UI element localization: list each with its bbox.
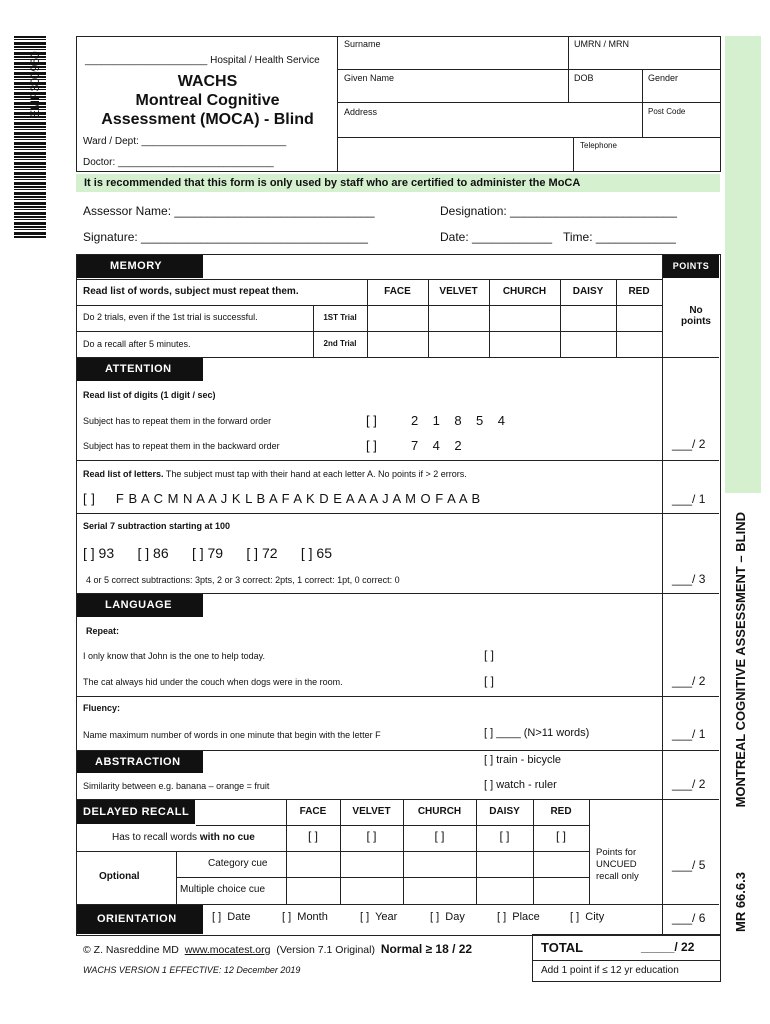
letters-instruction: Read list of letters. The subject must tap with their hand at each letter A. No points if > 2 errors. — [83, 469, 467, 479]
memory-instruction: Read list of words, subject must repeat them. — [83, 286, 299, 297]
abstraction-train-bicycle[interactable]: [ ] train - bicycle — [484, 754, 562, 766]
orientation-date[interactable]: [ ] Date — [212, 911, 251, 923]
points-header: POINTS — [663, 255, 719, 278]
assessor-name-field[interactable]: Assessor Name: ______________________________ — [83, 204, 375, 218]
orientation-month[interactable]: [ ] Month — [282, 911, 328, 923]
fluency-title: Fluency: — [83, 703, 121, 713]
total-box — [532, 934, 721, 982]
recall-word-church: CHURCH — [417, 806, 462, 817]
memory-recall-instruction: Do a recall after 5 minutes. — [83, 339, 191, 349]
recall-word-face: FACE — [299, 806, 327, 817]
memory-word-red: RED — [628, 286, 650, 297]
category-cue-label: Category cue — [208, 858, 268, 869]
post-code-field[interactable]: Post Code — [648, 107, 686, 116]
memory-word-daisy: DAISY — [572, 286, 604, 297]
address-field[interactable]: Address — [344, 107, 378, 117]
memory-word-church: CHURCH — [502, 286, 547, 297]
sentence1-checkbox[interactable]: [ ] — [484, 648, 495, 662]
memory-trial-instruction: Do 2 trials, even if the 1st trial is successful. — [83, 312, 258, 322]
serial7-scoring: 4 or 5 correct subtractions: 3pts, 2 or 3 correct: 2pts, 1 correct: 1pt, 0 correct: 0 — [86, 575, 400, 585]
delayed-recall-score[interactable]: ___/ 5 — [672, 858, 706, 872]
repeat-sentence-1: I only know that John is the one to help today. — [83, 651, 265, 661]
fluency-instruction: Name maximum number of words in one minute that begin with the letter F — [83, 730, 381, 740]
letters-sequence[interactable]: [ ] F B A C M N A A J K L B A F A K D E A A A J A M O F A A B — [83, 491, 481, 506]
orientation-year[interactable]: [ ] Year — [360, 911, 398, 923]
barcode-code: EMR300960 — [28, 51, 42, 118]
umrn-field[interactable]: UMRN / MRN — [574, 39, 629, 49]
backward-checkbox[interactable]: [ ] — [366, 438, 377, 453]
recall-red-checkbox[interactable]: [ ] — [555, 829, 566, 843]
date-field[interactable]: Date: ____________ — [440, 230, 553, 244]
serial7-score[interactable]: ___/ 3 — [672, 572, 706, 586]
letters-score[interactable]: ___/ 1 — [672, 492, 706, 506]
wachs-version: WACHS VERSION 1 EFFECTIVE: 12 December 2019 — [83, 965, 301, 975]
memory-word-velvet: VELVET — [439, 286, 478, 297]
designation-field[interactable]: Designation: _________________________ — [440, 204, 677, 218]
recall-word-red: RED — [550, 806, 572, 817]
title-wachs: WACHS — [177, 73, 238, 90]
ward-label[interactable]: Ward / Dept: __________________________ — [83, 136, 287, 147]
gender-field[interactable]: Gender — [648, 73, 679, 83]
memory-points: No points — [681, 305, 711, 327]
recall-word-daisy: DAISY — [489, 806, 520, 817]
side-vertical-title: MONTREAL COGNITIVE ASSESSMENT – BLIND — [733, 512, 748, 808]
repeat-sentence-2: The cat always hid under the couch when dogs were in the room. — [83, 677, 343, 687]
repeat-score[interactable]: ___/ 2 — [672, 674, 706, 688]
backward-digits: 7 4 2 — [411, 438, 462, 453]
recall-face-checkbox[interactable]: [ ] — [307, 829, 318, 843]
serial7-sequence[interactable]: [ ] 93 [ ] 86 [ ] 79 [ ] 72 [ ] 65 — [83, 545, 333, 561]
backward-instruction: Subject has to repeat them in the backward order — [83, 441, 280, 451]
surname-field[interactable]: Surname — [344, 39, 381, 49]
fluency-checkbox[interactable]: [ ] ____ (N>11 words) — [484, 727, 590, 739]
side-green-band — [725, 36, 761, 493]
memory-word-face: FACE — [384, 286, 411, 297]
abstraction-section-title: ABSTRACTION — [77, 751, 203, 773]
total-label: TOTAL — [541, 940, 584, 955]
patient-details-block — [337, 36, 721, 172]
form-code: MR 66.6.3 — [733, 872, 748, 932]
forward-checkbox[interactable]: [ ] — [366, 413, 377, 428]
orientation-section-title: ORIENTATION — [77, 905, 203, 934]
signature-field[interactable]: Signature: __________________________________ — [83, 230, 368, 244]
trial1-label: 1ST Trial — [323, 313, 357, 322]
fluency-score[interactable]: ___/ 1 — [672, 727, 706, 741]
copyright-line: © Z. Nasreddine MD www.mocatest.org (Version 7.1 Original) Normal ≥ 18 / 22 — [83, 942, 473, 956]
abstraction-instruction: Similarity between e.g. banana – orange = fruit — [83, 781, 270, 791]
trial2-label: 2nd Trial — [323, 339, 357, 348]
recall-velvet-checkbox[interactable]: [ ] — [366, 829, 377, 843]
doctor-label[interactable]: Doctor: ____________________________ — [83, 157, 274, 168]
header-title-block — [76, 36, 338, 172]
digits-title: Read list of digits (1 digit / sec) — [83, 390, 216, 400]
memory-section-title: MEMORY — [77, 255, 203, 278]
uncued-points-note: Points for UNCUED recall only — [596, 847, 639, 882]
no-cue-label: Has to recall words with no cue — [112, 832, 255, 843]
abstraction-score[interactable]: ___/ 2 — [672, 777, 706, 791]
recall-daisy-checkbox[interactable]: [ ] — [499, 829, 510, 843]
forward-digits: 2 1 8 5 4 — [411, 413, 505, 428]
repeat-title: Repeat: — [86, 626, 120, 636]
serial7-title: Serial 7 subtraction starting at 100 — [83, 521, 231, 531]
attention-section-title: ATTENTION — [77, 358, 203, 381]
hospital-line: ______________________ Hospital / Health Service — [85, 55, 320, 66]
orientation-city[interactable]: [ ] City — [570, 911, 605, 923]
education-note: Add 1 point if ≤ 12 yr education — [541, 965, 679, 976]
orientation-day[interactable]: [ ] Day — [430, 911, 465, 923]
title-moca: Montreal Cognitive — [135, 92, 280, 109]
orientation-place[interactable]: [ ] Place — [497, 911, 540, 923]
delayed-recall-section-title: DELAYED RECALL — [77, 800, 195, 824]
optional-label: Optional — [99, 871, 140, 882]
title-blind: Assessment (MOCA) - Blind — [101, 111, 314, 128]
orientation-score[interactable]: ___/ 6 — [672, 911, 706, 925]
recall-word-velvet: VELVET — [352, 806, 391, 817]
dob-field[interactable]: DOB — [574, 73, 594, 83]
forward-instruction: Subject has to repeat them in the forward order — [83, 416, 272, 426]
digits-score[interactable]: ___/ 2 — [672, 437, 706, 451]
time-field[interactable]: Time: ____________ — [563, 230, 676, 244]
recall-church-checkbox[interactable]: [ ] — [434, 829, 445, 843]
website-link[interactable]: www.mocatest.org — [184, 944, 271, 956]
multiple-choice-cue-label: Multiple choice cue — [180, 884, 266, 895]
given-name-field[interactable]: Given Name — [344, 73, 395, 83]
total-score[interactable]: _____/ 22 — [641, 940, 695, 954]
abstraction-watch-ruler[interactable]: [ ] watch - ruler — [484, 779, 557, 791]
language-section-title: LANGUAGE — [77, 594, 203, 617]
sentence2-checkbox[interactable]: [ ] — [484, 674, 495, 688]
certification-notice: It is recommended that this form is only used by staff who are certified to administer the MoCA — [76, 174, 720, 192]
telephone-field[interactable]: Telephone — [580, 141, 617, 150]
